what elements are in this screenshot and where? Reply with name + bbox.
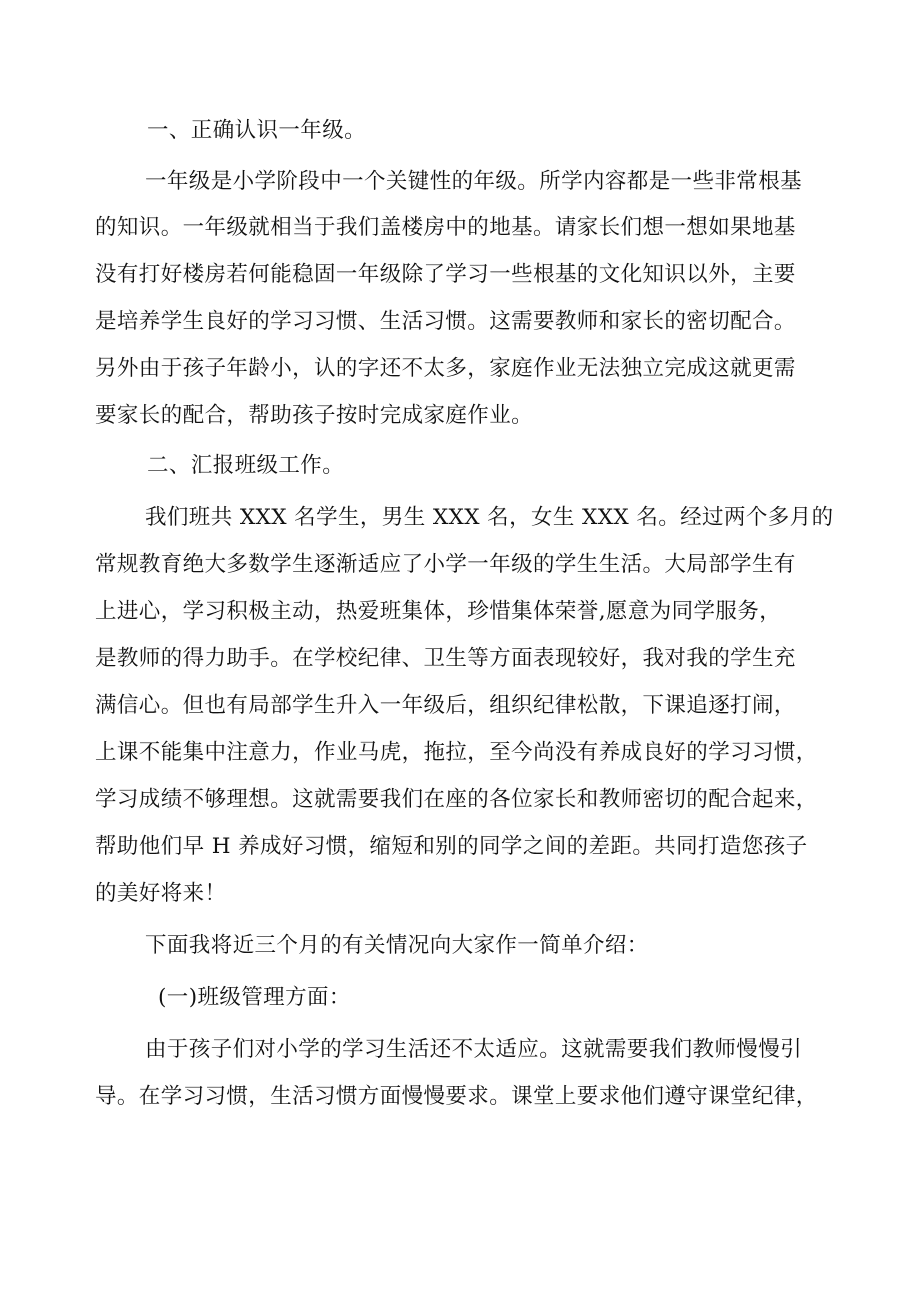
paragraph-line: 是教师的得力助手。在学校纪律、卫生等方面表现较好，我对我的学生充 bbox=[95, 646, 796, 671]
paragraph-line: 是培养学生良好的学习习惯、生活习惯。这需要教师和家长的密切配合。 bbox=[95, 309, 796, 334]
paragraph-line: 没有打好楼房若何能稳固一年级除了学习一些根基的文化知识以外，主要 bbox=[95, 262, 796, 287]
paragraph-line: 导。在学习习惯，生活习惯方面慢慢要求。课堂上要求他们遵守课堂纪律， bbox=[95, 1084, 818, 1109]
heading-understand-first-grade: 一、正确认识一年级。 bbox=[147, 118, 367, 143]
paragraph-line: 另外由于孩子年龄小，认的字还不太多，家庭作业无法独立完成这就更需 bbox=[95, 356, 796, 381]
paragraph-line: 下面我将近三个月的有关情况向大家作一简单介绍： bbox=[145, 933, 649, 958]
subheading-class-management: (一)班级管理方面： bbox=[158, 985, 351, 1010]
paragraph-line: 由于孩子们对小学的学习生活还不太适应。这就需要我们教师慢慢引 bbox=[145, 1037, 803, 1062]
paragraph-line: 常规教育绝大多数学生逐渐适应了小学一年级的学生生活。大局部学生有 bbox=[95, 552, 796, 577]
paragraph-line: 学习成绩不够理想。这就需要我们在座的各位家长和教师密切的配合起来， bbox=[95, 787, 818, 812]
paragraph-line: 一年级是小学阶段中一个关键性的年级。所学内容都是一些非常根基 bbox=[145, 169, 803, 194]
heading-class-report: 二、汇报班级工作。 bbox=[147, 453, 345, 478]
paragraph-line: 满信心。但也有局部学生升入一年级后，组织纪律松散，下课追逐打闹， bbox=[95, 693, 796, 718]
paragraph-line: 我们班共 XXX 名学生，男生 XXX 名，女生 XXX 名。经过两个多月的 bbox=[145, 505, 834, 530]
paragraph-line: 的美好将来！ bbox=[95, 881, 227, 906]
paragraph-line: 的知识。一年级就相当于我们盖楼房中的地基。请家长们想一想如果地基 bbox=[95, 215, 796, 240]
paragraph-line: 上进心，学习积极主动，热爱班集体，珍惜集体荣誉,愿意为同学服务， bbox=[95, 599, 782, 624]
paragraph-line: 要家长的配合，帮助孩子按时完成家庭作业。 bbox=[95, 403, 534, 428]
paragraph-line: 上课不能集中注意力，作业马虎，拖拉，至今尚没有养成良好的学习习惯， bbox=[95, 740, 818, 765]
paragraph-line: 帮助他们早 H 养成好习惯，缩短和别的同学之间的差距。共同打造您孩子 bbox=[95, 834, 808, 859]
